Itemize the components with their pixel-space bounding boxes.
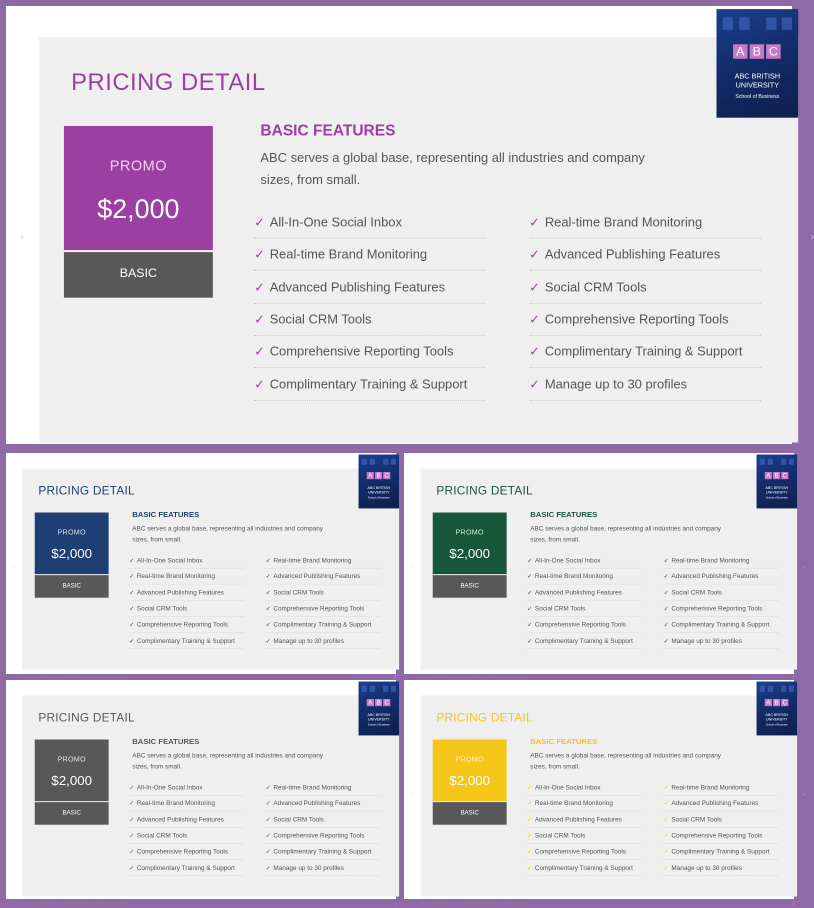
checkmark-icon: ✓ (129, 556, 135, 564)
feature-item (266, 828, 381, 844)
checkmark-icon: ✓ (527, 799, 533, 807)
logo-letter: A (766, 698, 771, 707)
feature-text: Comprehensive Reporting Tools (671, 604, 763, 613)
slide-2[interactable] (6, 453, 397, 679)
feature-item (266, 844, 381, 860)
checkmark-icon: ✓ (527, 863, 533, 872)
checkmark-icon: ✓ (663, 831, 669, 840)
feature-item (664, 553, 779, 569)
feature-item (529, 239, 761, 271)
slide-canvas (6, 453, 396, 681)
feature-text: Complimentary Training & Support (273, 847, 372, 856)
checkmark-icon: ✓ (129, 799, 135, 807)
checkmark-icon: ✓ (527, 783, 533, 791)
logo-letter: B (376, 698, 381, 707)
checkmark-icon: ✓ (129, 783, 135, 791)
university-logo (359, 455, 400, 509)
feature-item (664, 569, 779, 585)
feature-item (266, 796, 381, 812)
university-logo (717, 9, 799, 118)
feature-text: Real-time Brand Monitoring (136, 572, 215, 580)
feature-text: Advanced Publishing Features (136, 815, 224, 823)
feature-text: Complimentary Training & Support (544, 344, 743, 359)
slide-canvas (6, 6, 814, 465)
logo-letter: C (782, 698, 787, 707)
feature-item (254, 368, 486, 400)
features-heading: BASIC FEATURES (260, 121, 396, 140)
checkmark-icon: ✓ (529, 279, 540, 295)
logo-line-1: ABC BRITISH (367, 486, 391, 490)
feature-text: Real-time Brand Monitoring (273, 556, 352, 564)
feature-item (664, 828, 779, 844)
feature-item (664, 617, 779, 633)
checkmark-icon: ✓ (663, 556, 669, 564)
checkmark-icon: ✓ (129, 588, 135, 596)
feature-item (527, 844, 642, 860)
logo-letter: B (376, 471, 381, 480)
slide-3[interactable] (404, 453, 805, 679)
slide-canvas (404, 453, 805, 681)
checkmark-icon: ✓ (265, 604, 271, 613)
pricing-card[interactable] (433, 740, 507, 825)
logo-letters (765, 472, 789, 479)
page-number: 1 (791, 674, 795, 679)
checkmark-icon: ✓ (527, 572, 533, 580)
checkmark-icon: ✓ (265, 847, 271, 856)
checkmark-icon: ✓ (663, 847, 669, 856)
feature-text: Real-time Brand Monitoring (269, 247, 428, 262)
feature-text: Social CRM Tools (544, 279, 647, 295)
checkmark-icon: ✓ (265, 831, 271, 840)
logo-letter: B (774, 698, 779, 707)
feature-item (527, 828, 642, 844)
feature-text: Real-time Brand Monitoring (136, 799, 215, 807)
features-heading: BASIC FEATURES (132, 510, 200, 520)
feature-item (527, 601, 642, 617)
feature-text: Advanced Publishing Features (273, 572, 361, 580)
feature-text: Comprehensive Reporting Tools (544, 312, 729, 327)
feature-item (529, 368, 761, 400)
checkmark-icon: ✓ (529, 376, 540, 392)
feature-item (266, 585, 381, 601)
feature-item (527, 633, 642, 649)
logo-letter: A (766, 471, 771, 480)
feature-item (664, 633, 779, 649)
checkmark-icon: ✓ (663, 620, 669, 629)
price-value: $2,000 (449, 545, 491, 562)
checkmark-icon: ✓ (527, 815, 533, 823)
feature-text: All-In-One Social Inbox (136, 556, 203, 564)
feature-item (664, 796, 779, 812)
plan-label: BASIC (433, 802, 507, 825)
prev-arrow-icon[interactable]: ‹ (411, 791, 413, 798)
feature-item (129, 812, 244, 828)
page-number: 1 (393, 674, 397, 679)
card-top (64, 126, 213, 250)
feature-item (254, 271, 486, 303)
slide-title: PRICING DETAIL (436, 483, 533, 498)
feature-text: Advanced Publishing Features (136, 588, 224, 596)
plan-label: BASIC (35, 575, 109, 598)
checkmark-icon: ✓ (129, 847, 135, 856)
checkmark-icon: ✓ (129, 831, 135, 840)
checkmark-icon: ✓ (254, 214, 265, 230)
feature-item (254, 239, 486, 271)
logo-line-1: ABC BRITISH (367, 713, 391, 717)
promo-label: PROMO (455, 754, 484, 764)
checkmark-icon: ✓ (129, 815, 135, 823)
feature-text: Real-time Brand Monitoring (273, 783, 352, 791)
feature-item (254, 304, 486, 336)
checkmark-icon: ✓ (254, 312, 265, 327)
slide-title: PRICING DETAIL (71, 68, 266, 95)
checkmark-icon: ✓ (265, 556, 271, 564)
feature-item (664, 812, 779, 828)
promo-label: PROMO (57, 754, 86, 764)
checkmark-icon: ✓ (527, 604, 533, 613)
feature-text: Social CRM Tools (534, 831, 586, 840)
logo-letters (367, 472, 391, 479)
feature-text: Comprehensive Reporting Tools (273, 831, 365, 840)
feature-item (527, 569, 642, 585)
logo-line-2: UNIVERSITY (766, 717, 788, 722)
checkmark-icon: ✓ (527, 636, 533, 645)
card-top (35, 513, 109, 575)
checkmark-icon: ✓ (265, 620, 271, 629)
feature-text: Comprehensive Reporting Tools (136, 620, 229, 629)
logo-line-3: School of Business (765, 496, 788, 500)
checkmark-icon: ✓ (129, 572, 135, 580)
card-top (433, 513, 507, 575)
feature-text: Comprehensive Reporting Tools (534, 847, 627, 856)
pricing-card[interactable] (433, 513, 507, 598)
slide-footer: ABC UNIVERSITY - INFORMATION AND PUBLICATION (420, 674, 526, 679)
feature-text: Real-time Brand Monitoring (534, 572, 613, 580)
feature-item (129, 617, 244, 633)
feature-item (266, 553, 381, 569)
card-top (433, 740, 507, 802)
checkmark-icon: ✓ (529, 214, 540, 230)
feature-text: Complimentary Training & Support (671, 847, 770, 856)
slide-5[interactable] (404, 680, 805, 906)
plan-label: BASIC (433, 575, 507, 598)
prev-arrow-icon[interactable]: ‹ (13, 791, 15, 798)
logo-line-1: ABC BRITISH (765, 713, 789, 717)
feature-text: Manage up to 30 profiles (671, 863, 742, 872)
feature-item (266, 617, 381, 633)
logo-letter: A (368, 471, 373, 480)
checkmark-icon: ✓ (529, 344, 540, 359)
next-arrow-icon[interactable]: › (803, 564, 805, 571)
price-value: $2,000 (51, 772, 93, 789)
checkmark-icon: ✓ (663, 636, 669, 645)
feature-text: Manage up to 30 profiles (273, 863, 344, 872)
features-description: ABC serves a global base, representing all industries and company sizes, from small. (132, 751, 324, 770)
logo-line-3: School of Business (367, 496, 390, 500)
feature-item (129, 569, 244, 585)
feature-item (527, 553, 642, 569)
checkmark-icon: ✓ (129, 620, 135, 629)
feature-text: Advanced Publishing Features (534, 815, 622, 823)
feature-text: Advanced Publishing Features (671, 572, 759, 580)
feature-text: Social CRM Tools (269, 312, 372, 327)
checkmark-icon: ✓ (529, 247, 540, 262)
feature-text: Real-time Brand Monitoring (671, 783, 750, 791)
feature-item (129, 796, 244, 812)
logo-letter: C (384, 698, 389, 707)
feature-item (664, 844, 779, 860)
checkmark-icon: ✓ (265, 783, 271, 791)
feature-item (129, 601, 244, 617)
features-heading: BASIC FEATURES (530, 510, 598, 520)
checkmark-icon: ✓ (129, 636, 135, 645)
feature-text: Social CRM Tools (671, 815, 722, 823)
logo-letter: B (750, 44, 764, 58)
feature-item (266, 569, 381, 585)
checkmark-icon: ✓ (527, 556, 533, 564)
checkmark-icon: ✓ (663, 604, 669, 613)
feature-text: Complimentary Training & Support (671, 620, 770, 629)
card-top (35, 740, 109, 802)
feature-text: Social CRM Tools (534, 604, 586, 613)
university-logo (757, 455, 798, 509)
page-number: 1 (791, 901, 795, 906)
feature-item (664, 585, 779, 601)
features-description: ABC serves a global base, representing all industries and company sizes, from small. (530, 751, 722, 770)
promo-label: PROMO (455, 527, 484, 537)
feature-text: Advanced Publishing Features (544, 247, 721, 262)
logo-letter: C (782, 471, 787, 480)
checkmark-icon: ✓ (265, 799, 271, 807)
price-value: $2,000 (97, 193, 180, 225)
feature-item (129, 585, 244, 601)
slide-1[interactable] (6, 6, 814, 444)
university-logo (757, 682, 798, 736)
feature-text: Advanced Publishing Features (534, 588, 622, 596)
promo-label: PROMO (57, 527, 86, 537)
slide-footer: ABC UNIVERSITY - INFORMATION AND PUBLICATION (22, 901, 128, 906)
page-number: 1 (393, 901, 397, 906)
checkmark-icon: ✓ (265, 588, 271, 596)
feature-text: Manage up to 30 profiles (273, 636, 344, 645)
feature-item (527, 860, 642, 876)
slide-footer: ABC UNIVERSITY - INFORMATION AND PUBLICATION (22, 674, 128, 679)
feature-item (129, 844, 244, 860)
features-heading: BASIC FEATURES (132, 737, 200, 747)
feature-item (266, 601, 381, 617)
checkmark-icon: ✓ (265, 863, 271, 872)
feature-item (129, 553, 244, 569)
checkmark-icon: ✓ (265, 636, 271, 645)
prev-arrow-icon[interactable]: ‹ (13, 564, 15, 571)
feature-item (266, 780, 381, 796)
feature-text: Manage up to 30 profiles (671, 636, 742, 645)
feature-item (529, 304, 761, 336)
plan-label: BASIC (64, 252, 213, 298)
feature-item (129, 633, 244, 649)
slide-title: PRICING DETAIL (38, 710, 135, 725)
checkmark-icon: ✓ (129, 604, 135, 613)
price-value: $2,000 (51, 545, 93, 562)
checkmark-icon: ✓ (129, 863, 135, 872)
slide-canvas (6, 680, 396, 908)
logo-line-1: ABC BRITISH (734, 73, 781, 81)
checkmark-icon: ✓ (663, 799, 669, 807)
price-value: $2,000 (449, 772, 491, 789)
feature-item (529, 271, 761, 303)
slide-title: PRICING DETAIL (436, 710, 533, 725)
feature-item (527, 617, 642, 633)
logo-line-3: School of Business (367, 723, 390, 727)
feature-item (527, 796, 642, 812)
slide-4[interactable] (6, 680, 397, 906)
logo-line-3: School of Business (735, 93, 780, 101)
feature-item (527, 585, 642, 601)
feature-text: Comprehensive Reporting Tools (269, 344, 454, 359)
feature-item (266, 812, 381, 828)
feature-text: Complimentary Training & Support (269, 376, 468, 392)
feature-item (266, 633, 381, 649)
logo-line-2: UNIVERSITY (766, 490, 788, 495)
feature-text: Advanced Publishing Features (269, 279, 446, 295)
feature-item (529, 336, 761, 368)
plan-label: BASIC (35, 802, 109, 825)
checkmark-icon: ✓ (527, 831, 533, 840)
checkmark-icon: ✓ (663, 815, 669, 823)
university-logo (359, 682, 400, 736)
feature-text: All-In-One Social Inbox (534, 783, 601, 791)
feature-text: Comprehensive Reporting Tools (273, 604, 365, 613)
logo-letter: B (774, 471, 779, 480)
slide-footer: ABC UNIVERSITY - INFORMATION AND PUBLICATION (420, 901, 526, 906)
feature-text: Real-time Brand Monitoring (544, 214, 703, 230)
logo-letters (367, 699, 391, 706)
feature-text: Social CRM Tools (273, 588, 324, 596)
feature-text: All-In-One Social Inbox (534, 556, 601, 564)
logo-letter: A (733, 44, 747, 58)
feature-item (266, 860, 381, 876)
feature-text: Advanced Publishing Features (671, 799, 759, 807)
feature-item (529, 207, 761, 239)
prev-arrow-icon[interactable]: ‹ (20, 231, 24, 243)
prev-arrow-icon[interactable]: ‹ (411, 564, 413, 571)
next-arrow-icon[interactable]: › (803, 791, 805, 798)
logo-line-2: UNIVERSITY (368, 490, 390, 495)
features-description: ABC serves a global base, representing all industries and company sizes, from small. (260, 150, 645, 187)
checkmark-icon: ✓ (527, 847, 533, 856)
checkmark-icon: ✓ (254, 344, 265, 359)
feature-item (129, 860, 244, 876)
logo-letters (765, 699, 789, 706)
checkmark-icon: ✓ (254, 247, 265, 262)
feature-text: Complimentary Training & Support (534, 636, 633, 645)
features-heading: BASIC FEATURES (530, 737, 598, 747)
next-arrow-icon[interactable]: › (810, 231, 814, 243)
feature-text: Comprehensive Reporting Tools (671, 831, 763, 840)
feature-text: Comprehensive Reporting Tools (136, 847, 229, 856)
logo-letter: A (368, 698, 373, 707)
slide-title: PRICING DETAIL (38, 483, 135, 498)
feature-text: Real-time Brand Monitoring (534, 799, 613, 807)
feature-text: Social CRM Tools (136, 604, 188, 613)
checkmark-icon: ✓ (663, 572, 669, 580)
logo-letter: C (384, 471, 389, 480)
logo-letter: C (766, 44, 780, 58)
feature-text: Complimentary Training & Support (136, 636, 235, 645)
feature-text: Social CRM Tools (136, 831, 188, 840)
logo-letters (733, 44, 781, 58)
checkmark-icon: ✓ (527, 588, 533, 596)
feature-item (664, 780, 779, 796)
feature-item (527, 812, 642, 828)
feature-text: Social CRM Tools (671, 588, 722, 596)
pricing-card[interactable] (35, 740, 109, 825)
logo-line-2: UNIVERSITY (368, 717, 390, 722)
features-description: ABC serves a global base, representing all industries and company sizes, from small. (530, 524, 722, 543)
feature-text: Complimentary Training & Support (534, 863, 633, 872)
feature-text: Complimentary Training & Support (136, 863, 235, 872)
checkmark-icon: ✓ (254, 376, 265, 392)
checkmark-icon: ✓ (663, 588, 669, 596)
checkmark-icon: ✓ (663, 783, 669, 791)
feature-item (129, 780, 244, 796)
feature-text: Real-time Brand Monitoring (671, 556, 750, 564)
feature-text: All-In-One Social Inbox (136, 783, 203, 791)
feature-item (254, 336, 486, 368)
feature-item (527, 780, 642, 796)
checkmark-icon: ✓ (527, 620, 533, 629)
feature-item (664, 860, 779, 876)
feature-item (664, 601, 779, 617)
logo-line-1: ABC BRITISH (765, 486, 789, 490)
feature-item (129, 828, 244, 844)
feature-text: All-In-One Social Inbox (269, 214, 402, 230)
checkmark-icon: ✓ (265, 572, 271, 580)
features-description: ABC serves a global base, representing all industries and company sizes, from small. (132, 524, 324, 543)
slide-canvas (404, 680, 805, 908)
feature-text: Manage up to 30 profiles (544, 376, 688, 392)
feature-text: Social CRM Tools (273, 815, 324, 823)
feature-text: Complimentary Training & Support (273, 620, 372, 629)
checkmark-icon: ✓ (529, 312, 540, 327)
feature-text: Advanced Publishing Features (273, 799, 361, 807)
logo-line-2: UNIVERSITY (735, 82, 780, 90)
checkmark-icon: ✓ (663, 863, 669, 872)
feature-text: Comprehensive Reporting Tools (534, 620, 627, 629)
checkmark-icon: ✓ (265, 815, 271, 823)
pricing-card[interactable] (35, 513, 109, 598)
checkmark-icon: ✓ (254, 279, 265, 295)
logo-line-3: School of Business (765, 723, 788, 727)
pricing-card[interactable] (64, 126, 213, 298)
feature-item (254, 207, 486, 239)
promo-label: PROMO (109, 156, 168, 174)
